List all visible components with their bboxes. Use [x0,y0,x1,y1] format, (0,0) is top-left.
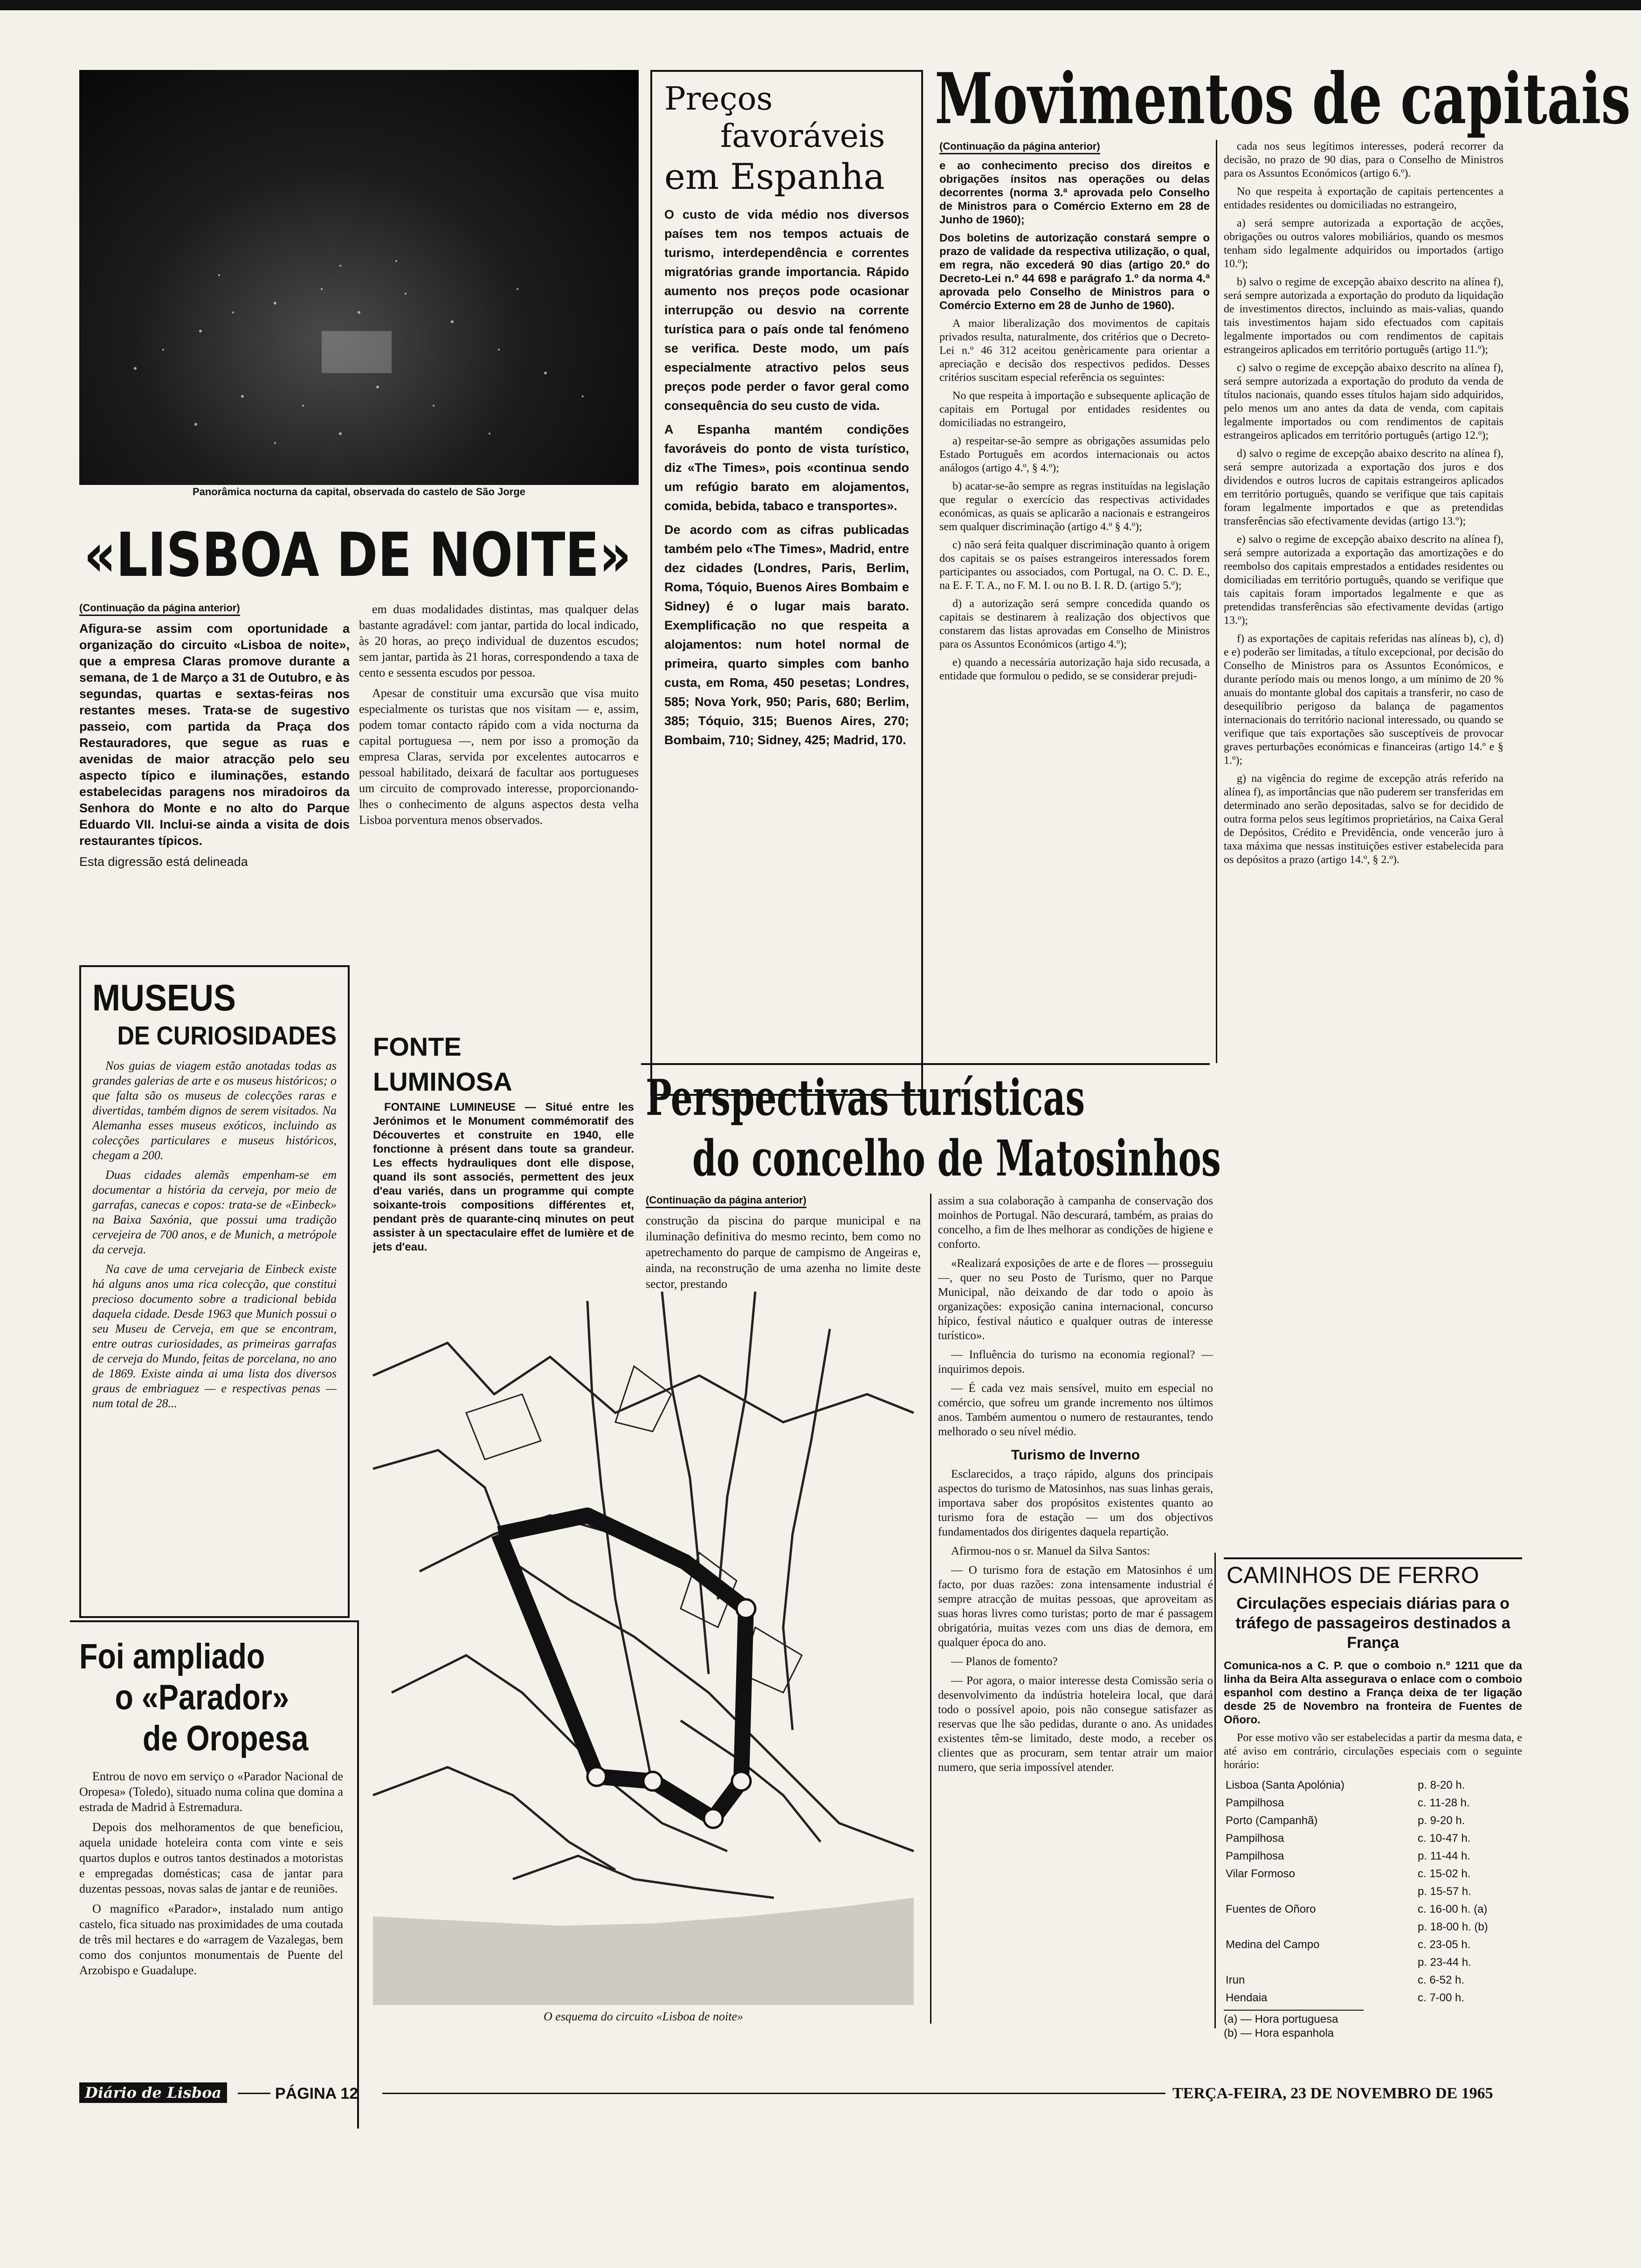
schedule-row [1224,1901,1522,1918]
parador-title-3: de Oropesa [143,1719,309,1758]
schedule-table [1224,1777,1522,2007]
matosinhos-para: construção da piscina do parque municipal e na iluminação definitiva do mesmo recinto, bem como no apetrechamento do parque de campismo de Angeiras e, ainda, na reconstrução de uma azenha no limite deste sector, prestando [646,1214,921,1291]
parador-title-1: Foi ampliado [79,1637,265,1676]
movimentos-para: b) salvo o regime de excepção abaixo descrito na alínea f), será sempre autorizada a exportação do produto da liquidação de investimentos directos, incluindo as mais-valias, quando tais investimentos hajam sido efectuados com capitais legalmente importados ou com rendimentos de capitais estrangeiros aplicados em território português (artigo 11.º); [1224,276,1503,356]
schedule-row [1224,1777,1522,1794]
parador-para: Entrou de novo em serviço o «Parador Nacional de Oropesa» (Toledo), situado numa colina que domina a estrada de Madrid à Estremadura. [79,1770,343,1814]
schedule-time: c. 7-00 h. [1418,1991,1465,2004]
schedule-time: p. 8-20 h. [1418,1779,1465,1791]
matosinhos-title-2: do concelho de Matosinhos [692,1129,1221,1187]
schedule-station: Medina del Campo [1226,1938,1320,1951]
caminhos-para: Por esse motivo vão ser estabelecidas a partir da mesma data, e até aviso em contrário, circulações especiais com o seguinte horário: [1224,1732,1522,1771]
schedule-row [1224,1812,1522,1830]
movimentos-continuation: (Continuação da página anterior) [939,140,1100,154]
movimentos-para: a) respeitar-se-ão sempre as obrigações assumidas pelo Estado Português em acordos internacionais ou actos análogos (artigo 4.º, § 4.º); [939,435,1210,474]
matosinhos-subhead: Turismo de Inverno [1011,1447,1140,1463]
matosinhos-title-1: Perspectivas turísticas [646,1068,1085,1127]
matosinhos-continuation: (Continuação da página anterior) [646,1194,807,1208]
schedule-row [1224,1794,1522,1812]
fonte-title-1: FONTE [373,1032,462,1061]
precos-box [650,70,923,1096]
schedule-row [1224,1936,1522,1954]
museus-title-1: MUSEUS [92,977,236,1018]
caminhos-title: Circulações especiais diárias para o tráfego de passageiros destinados a França [1235,1595,1510,1652]
column-rule [1216,140,1217,1063]
museus-box [79,965,350,1618]
museus-para: Na cave de uma cervejaria de Einbeck existe há alguns anos uma rica colecção, que constitui precioso documento sobre a tradicional bebida daquela cidade. Desde 1963 que Munich possui o seu Museu de Cerveja, em que se encontram, entre outras curiosidades, as primeiras garrafas de cerveja do Mundo, feitas de porcelana, no ano de 1869. Existe ainda ai uma lista dos diversos graus de embriaguez — e respectivas penas — num total de 28... [92,1262,337,1410]
schedule-time: p. 18-00 h. (b) [1418,1921,1488,1933]
schedule-station: Pampilhosa [1226,1797,1284,1809]
lisboa-para: Apesar de constituir uma excursão que visa muito especialmente os turistas que nos visitam — e, assim, podem tomar contacto rápido com a vida nocturna da capital portuguesa —, nem por isso a promoção da empresa Claras, servida por excelentes autocarros e pessoal habilitado, deixará de facultar aos portugueses um circuito de comprovado interesse, proporcionando-lhes o conhecimento de alguns aspectos desta velha Lisboa porventura menos observados. [359,686,639,827]
precos-title-3: em Espanha [664,156,885,197]
photo-caption: Panorâmica nocturna da capital, observada do castelo de São Jorge [192,486,525,498]
night-panorama-photo [79,70,639,485]
movimentos-para: e ao conhecimento preciso dos direitos e obrigações ínsitos nas operações ou delas decorrentes (norma 3.ª aprovada pelo Conselho de Ministros para o Comércio Externo em 28 de Junho de 1960); [939,159,1210,226]
movimentos-para: b) acatar-se-ão sempre as regras instituídas na legislação que regular o exercício das respectivas actividades económicas, as quais se aplicarão a nacionais e estrangeiros sem qualquer discriminação (artigo 4.º § 4.º); [939,480,1210,533]
parador-para: O magnífico «Parador», instalado num antigo castelo, fica situado nas proximidades de uma coutada de três mil hectares e do «arragem de Vazalegas, bem como dos conjuntos monumentais de Puente del Arzobispo e Guadalupe. [79,1902,343,1977]
parador-para: Depois dos melhoramentos de que beneficiou, aquela unidade hoteleira conta com vinte e seis quartos duplos e outros tantos destinados a motoristas e empregadas domésticas; casa de jantar para duzentas pessoas, novas salas de jantar e de reuniões. [79,1820,343,1895]
schedule-time: c. 10-47 h. [1418,1832,1471,1845]
matosinhos-para: — Influência do turismo na economia regional? — inquirimos depois. [938,1348,1213,1376]
fonte-text: FONTAINE LUMINEUSE — Situé entre les Jerónimos et le Monument commémoratif des Découvertes et construite en 1940, elle fonctionne à présent dans toute sa grandeur. Les effects hydrauliques dont elle dispose, quand ils sont associés, permettent des jeux d'eau variés, dans un programme qui compte soixante-trois compositions différentes et, pendant près de quarante-cinq minutes on peut assister à un spectaculaire effet de lumière et de jets d'eau. [373,1101,634,1253]
precos-para: A Espanha mantém condições favoráveis do ponto de vista turístico, diz «The Times», pois «continua sendo um refúgio barato em alojamentos, comida, bebida, tabaco e transportes». [664,422,909,513]
movimentos-title [935,58,1631,140]
schedule-time: c. 23-05 h. [1418,1938,1471,1951]
footer [79,2080,1627,2108]
museus-para: Nos guias de viagem estão anotadas todas as grandes galerias de arte e os museus históricos; o que falta são os museus de colecções raras e divertidas, também dignos de serem visitados. Na Alemanha esses museus exóticos, incluindo as colecções particulares e museus históricos, chegam a 200. [92,1059,337,1162]
schedule-station: Hendaia [1226,1991,1268,2004]
lisboa-para: em duas modalidades distintas, mas qualquer delas bastante agradável: com jantar, partida do local indicado, às 20 horas, ao preço individual de duzentos escudos; sem jantar, partida às 21 horas, correspondendo a taxa de cento e sessenta escudos por pessoa. [359,602,639,679]
schedule-station: Pampilhosa [1226,1832,1284,1845]
lisboa-para: Esta digressão está delineada [79,855,248,869]
matosinhos-para: — É cada vez mais sensível, muito em especial no comércio, que sofreu um grande incremento nos últimos anos. Também aumentou o numero de restaurantes, tendo melhorado o seu nível médio. [938,1382,1213,1438]
schedule-row [1224,1989,1522,2007]
movimentos-para: a) será sempre autorizada a exportação de acções, obrigações ou outros valores mobiliários, quando os mesmos tenham sido legalmente adquiridos ou importados (artigo 10.º); [1224,217,1503,270]
matosinhos-para: Afirmou-nos o sr. Manuel da Silva Santos: [951,1545,1151,1557]
movimentos-col1 [939,140,1210,1072]
column-rule [930,1194,931,2024]
caminhos-kicker: CAMINHOS DE FERRO [1227,1562,1479,1588]
lisboa-continuation: (Continuação da página anterior) [79,602,240,616]
schedule-time: p. 11-44 h. [1418,1850,1470,1862]
column-rule [1214,1553,1216,2028]
schedule-row [1224,1971,1522,1989]
movimentos-para: No que respeita à importação e subsequente aplicação de capitais em Portugal por entidades residentes ou domiciliadas no estrangeiro, [939,390,1210,429]
top-rule [0,0,1641,10]
parador-title-2: o «Parador» [115,1678,289,1717]
movimentos-para: e) salvo o regime de excepção abaixo descrito na alínea f), será sempre autorizada a exportação das amortizações e do reembolso dos capitais emprestados a entidades residentes ou domiciliadas em território português, quando se verifique que tais capitais foram importados legalmente e que as pretendidas transferências são efectivamente devidas (artigo 13.º); [1224,533,1503,627]
fonte-article [373,1030,634,1264]
schedule-station: Pampilhosa [1226,1850,1284,1862]
museus-title-2: DE CURIOSIDADES [117,1021,337,1050]
issue-date: TERÇA-FEIRA, 23 DE NOVEMBRO DE 1965 [1172,2085,1493,2102]
precos-title-2: favoráveis [720,118,885,155]
schedule-notes [1224,2010,1364,2040]
museus-para: Duas cidades alemãs empenham-se em documentar a história da cerveja, por meio de garrafas, canecas e copos: trata-se de «Einbeck» na Baixa Saxónia, que possui uma tradição cervejeira de 700 anos, e de Munich, a metrópole da cerveja. [92,1168,337,1256]
matosinhos-title [641,1063,1221,1187]
matosinhos-para: — Planos de fomento? [951,1655,1058,1668]
movimentos-para: d) a autorização será sempre concedida quando os capitais se destinarem à realização dos objectivos que constarem das listas aprovadas em Conselho de Ministros para os Assuntos Económicos (artigo 4.º); [939,598,1210,650]
schedule-row [1224,1847,1522,1865]
caminhos-article [1224,1557,1522,2040]
movimentos-col2 [1224,140,1503,1320]
matosinhos-para: assim a sua colaboração à campanha de conservação dos moinhos de Portugal. Não descurará, também, as praias do concelho, a fim de lhes melhorar as condições de higiene e conforto. [938,1195,1213,1251]
movimentos-para: cada nos seus legítimos interesses, poderá recorrer da decisão, no prazo de 90 dias, para o Conselho de Ministros para os Assuntos Económicos (artigo 6.º). [1224,140,1503,180]
footer-rule [238,2093,270,2094]
lisboa-para: Afigura-se assim com oportunidade a organização do circuito «Lisboa de noite», que a empresa Claras promove durante a semana, de 1 de Março a 31 de Outubro, e às segundas, quartas e sextas-feiras nos restantes meses. Trata-se de sugestivo passeio, com partida da Praça dos Restauradores, que segue as ruas e avenidas de maior atracção pelo seu aspecto típico e iluminações, estando estabelecidas paragens nos miradoiros da Senhora do Monte e no alto do Parque Eduardo VII. Inclui-se ainda a visita de dois restaurantes típicos. [79,622,350,848]
schedule-station [1224,1883,1416,1901]
matosinhos-para: Esclarecidos, a traço rápido, alguns dos principais aspectos do turismo de Matosinhos, nas suas linhas gerais, importava saber dos propósitos existentes quanto ao turismo fora de estação — um dos objectivos fundamentados dos dirigentes daquela repartição. [938,1468,1213,1538]
movimentos-para: Dos boletins de autorização constará sempre o prazo de validade da respectiva utilização, o qual, em regra, não excederá 90 dias (artigo 20.º do Decreto-Lei n.º 44 698 e parágrafo 1.º da norma 4.ª aprovada pelo Conselho de Ministros para o Comércio Externo em 28 de Junho de 1960). [939,232,1210,312]
schedule-row [1224,1918,1522,1936]
schedule-row [1224,1830,1522,1847]
schedule-time: p. 9-20 h. [1418,1814,1465,1827]
movimentos-title-text: Movimentos de capitais [935,58,1631,140]
schedule-note: (b) — Hora espanhola [1224,2027,1334,2040]
precos-title-1: Preços [664,81,773,118]
movimentos-para: No que respeita à exportação de capitais pertencentes a entidades residentes ou domiciliadas no estrangeiro, [1224,186,1503,211]
matosinhos-para: «Realizará exposições de arte e de flores — prosseguiu —, quer no seu Posto de Turismo, quer no Parque Municipal, não deixando de dar todo o apoio às organizações: exposição canina internacional, concurso hípico, festival náutico e qualquer outras de interesse turístico». [938,1257,1213,1342]
schedule-note: (a) — Hora portuguesa [1224,2013,1338,2026]
movimentos-para: A maior liberalização dos movimentos de capitais privados resulta, naturalmente, dos critérios que o Decreto-Lei n.º 46 312 aceitou genèricamente para orientar a apreciação e decisão dos respectivos pedidos. Desses critérios suscitam especial referência os seguintes: [939,318,1210,384]
schedule-station: Lisboa (Santa Apolónia) [1226,1779,1345,1791]
schedule-row [1224,1954,1522,1971]
schedule-station: Fuentes de Oñoro [1226,1903,1316,1915]
schedule-station [1224,1954,1416,1971]
precos-para: O custo de vida médio nos diversos países tem nos tempos actuais de turismo, interdependência e correntes migratórias grande importancia. Rápido aumento nos preços pode ocasionar interrupção ou desvio na corrente turística para o país onde tal fenómeno se verifica. Deste modo, um país especialmente atractivo pelos seus preços pode perder o favor geral como consequência do seu custo de vida. [664,207,909,413]
movimentos-para: e) quando a necessária autorização haja sido recusada, a entidade que formulou o pedido, se se considerar prejudi- [939,657,1210,682]
schedule-station [1224,1918,1416,1936]
map-caption: O esquema do circuito «Lisboa de noite» [544,2010,743,2023]
matosinhos-para: — Por agora, o maior interesse desta Comissão seria o desenvolvimento da indústria hoteleira local, que dará todo o possível apoio, pois não consegue satisfazer as reservas que lhe são pedidas, durante o ano. As unidades existentes têm-se limitado, deste modo, a receber os clientes que as procuram, sem tentar atrair um maior numero, que seria impossível atender. [938,1674,1213,1774]
matosinhos-col1 [646,1194,921,1390]
lisboa-col1 [79,602,350,956]
schedule-time: p. 23-44 h. [1418,1956,1471,1969]
schedule-station: Porto (Campanhã) [1226,1814,1318,1827]
movimentos-para: g) na vigência do regime de excepção atrás referido na alínea f), as importâncias que não puderem ser transferidas em determinado ano serão depositadas, salvo se for decidido de outra forma pelos seus legítimos proprietários, na Caixa Geral de Depósitos, Crédito e Previdência, onde vencerão juro à taxa máxima que nessas instituições estiver estabelecida para os depósitos a prazo (artigo 14.º, § 2.º). [1224,773,1503,866]
schedule-row [1224,1865,1522,1883]
schedule-time: c. 15-02 h. [1418,1867,1471,1880]
schedule-time: p. 15-57 h. [1418,1885,1471,1898]
movimentos-para: f) as exportações de capitais referidas nas alíneas b), c), d) e e) poderão ser limitadas, a título excepcional, por decisão do Conselho de Ministros para os Assuntos Económicos, e durante período mais ou menos longo, a um mínimo de 20 % anuais do montante global dos capitais a transferir, no caso de desequilíbrio perigoso da balança de pagamentos internacionais do território nacional interessado, ou quando se verifique que tais exportações são susceptíveis de provocar graves perturbações económicas e financeiras (artigo 14.º e § 1.º); [1224,633,1503,767]
matosinhos-para: — O turismo fora de estação em Matosinhos é um facto, por duas razões: zona intensamente industrial é sempre atracção de muitas pessoas, que aproveitam as suas horas livres como turistas; porto de mar é passagem obrigatória, muitas vezes com uns dias de demora, em qualquer época do ano. [938,1564,1213,1649]
lisboa-col2 [359,602,639,1058]
masthead-logo: Diário de Lisboa [79,2082,227,2103]
caminhos-para: Comunica-nos a C. P. que o comboio n.º 1211 que da linha da Beira Alta assegurava o enlace com o comboio espanhol com destino a França deixa de ter ligação desde 25 de Novembro na fronteira de Fuentes de Oñoro. [1224,1660,1522,1726]
matosinhos-col2 [938,1194,1213,2024]
movimentos-para: c) não será feita qualquer discriminação quanto à origem dos capitais se os países estrangeiros interessados forem participantes ou associados, com Portugal, na O. C. D. E., na E. F. T. A., no F. M. I. ou no B. I. R. D. (artigo 5.º); [939,539,1210,592]
page-number: PÁGINA 12 [275,2085,359,2102]
city-lights-photo-icon [79,70,639,485]
footer-rule [382,2093,1165,2094]
lisboa-title [84,519,643,592]
fonte-title-2: LUMINOSA [373,1067,512,1096]
schedule-station: Irun [1226,1974,1245,1986]
schedule-time: c. 16-00 h. (a) [1418,1903,1488,1915]
schedule-station: Vilar Formoso [1226,1867,1295,1880]
schedule-row [1224,1883,1522,1901]
lisboa-title-text: «LISBOA DE NOITE» [84,519,632,590]
precos-para: De acordo com as cifras publicadas também pelo «The Times», Madrid, entre dez cidades (Londres, Paris, Berlim, Roma, Tóquio, Buenos Aires Bombaim e Sidney) é o lugar mais barato. Exemplificação no que respeita a alojamentos: num hotel normal de primeira, quarto simples com banho custa, em Roma, 450 pesetas; Londres, 585; Nova York, 950; Paris, 680; Berlim, 385; Tóquio, 315; Buenos Aires, 270; Bombaim, 710; Sidney, 425; Madrid, 170. [664,523,909,747]
movimentos-para: c) salvo o regime de excepção abaixo descrito na alínea f), será sempre autorizada a exportação do produto da venda de títulos nacionais, quando esses títulos hajam sido adquiridos, pelo menos um ano antes da data de venda, com capitais legalmente importados ou com rendimentos de capitais estrangeiros aplicados em território português (artigo 12.º); [1224,362,1503,442]
schedule-time: c. 6-52 h. [1418,1974,1465,1986]
schedule-time: c. 11-28 h. [1418,1797,1470,1809]
movimentos-para: d) salvo o regime de excepção abaixo descrito na alínea f), será sempre autorizada a exportação dos juros e dos dividendos e outros lucros de capitais estrangeiros aplicados em território português, quando se verifique que tais capitais foram legalmente importados e que as pretendidas transferências são efectivamente devidas (artigo 13.º); [1224,448,1503,527]
parador-article [70,1620,359,2129]
